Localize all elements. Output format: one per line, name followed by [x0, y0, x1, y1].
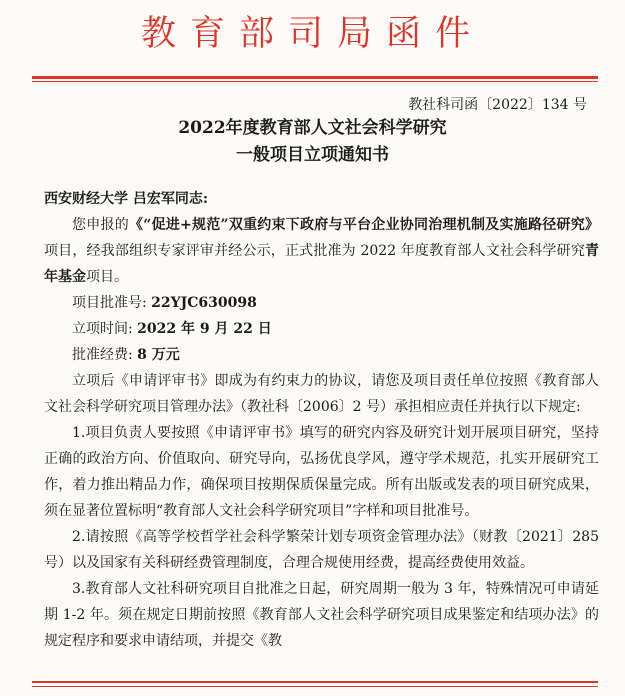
- start-date-label: 立项时间:: [72, 321, 133, 337]
- letterhead-rule-thin: [32, 81, 598, 82]
- rule-item-1: 1.项目负责人要按照《申请评审书》填写的研究内容及研究计划开展项目研究，坚持正确的政治方向、价值取向、研究导向，弘扬优良学风，遵守学术规范，扎实开展研究工作，着力推出精品力作，确保项目按期保质保量完成。所有出版或发表的项目研究成果，须在显著位置标明“教育部人文社会科学研究项目”字样和项目批准号。: [44, 425, 599, 519]
- footer-rule-thick: [32, 681, 598, 683]
- paragraph-obligations: 立项后《申请评审书》即成为有约束力的协议，请您及项目责任单位按照《教育部人文社会科学研究项目管理办法》（教社科〔2006〕2 号）承担相应责任并执行以下规定:: [44, 373, 599, 415]
- salutation: 西安财经大学 吕宏军同志:: [44, 191, 209, 207]
- rule-item-2: 2.请按照《高等学校哲学社会科学繁荣计划专项资金管理办法》（财教〔2021〕285 号）以及国家有关科研经费管理制度，合理合规使用经费，提高经费使用效益。: [44, 529, 599, 571]
- letterhead-rule-thick: [32, 76, 598, 79]
- footer-rule-thin: [32, 686, 598, 687]
- approval-number-label: 项目批准号:: [72, 295, 147, 311]
- approval-end: 项目。: [86, 269, 128, 285]
- paragraph-approval: [44, 212, 599, 290]
- project-name: 《“促进+规范”双重约束下政府与平台企业协同治理机制及实施路径研究》: [129, 217, 600, 233]
- start-date-value: 2022 年 9 月 22 日: [137, 321, 272, 337]
- approval-number-value: 22YJC630098: [151, 295, 257, 311]
- document-body: [44, 186, 599, 654]
- approval-prefix: 您申报的: [72, 217, 129, 233]
- funding-label: 批准经费:: [72, 347, 133, 363]
- document-number: 教社科司函〔2022〕134 号: [408, 97, 587, 113]
- funding-line: [44, 342, 599, 368]
- approval-number-line: [44, 290, 599, 316]
- start-date-line: [44, 316, 599, 342]
- approval-suffix: 项目，经我部组织专家评审并经公示，正式批准为 2022 年度教育部人文社会科学研究: [44, 243, 585, 259]
- project-category: 青年基金: [44, 243, 599, 285]
- document-title-line1: 2022年度教育部人文社会科学研究: [178, 118, 447, 138]
- funding-value: 8 万元: [137, 347, 180, 363]
- document-title-line2: 一般项目立项通知书: [236, 145, 389, 165]
- rule-item-3: 3.教育部人文社科研究项目自批准之日起，研究周期一般为 3 年，特殊情况可申请延期 1-2 年。须在规定日期前按照《教育部人文社会科学研究项目成果鉴定和结项办法》的规定程序和要求申请结项，并提交《教: [44, 581, 599, 649]
- letterhead: 教育部司局函件: [140, 14, 484, 54]
